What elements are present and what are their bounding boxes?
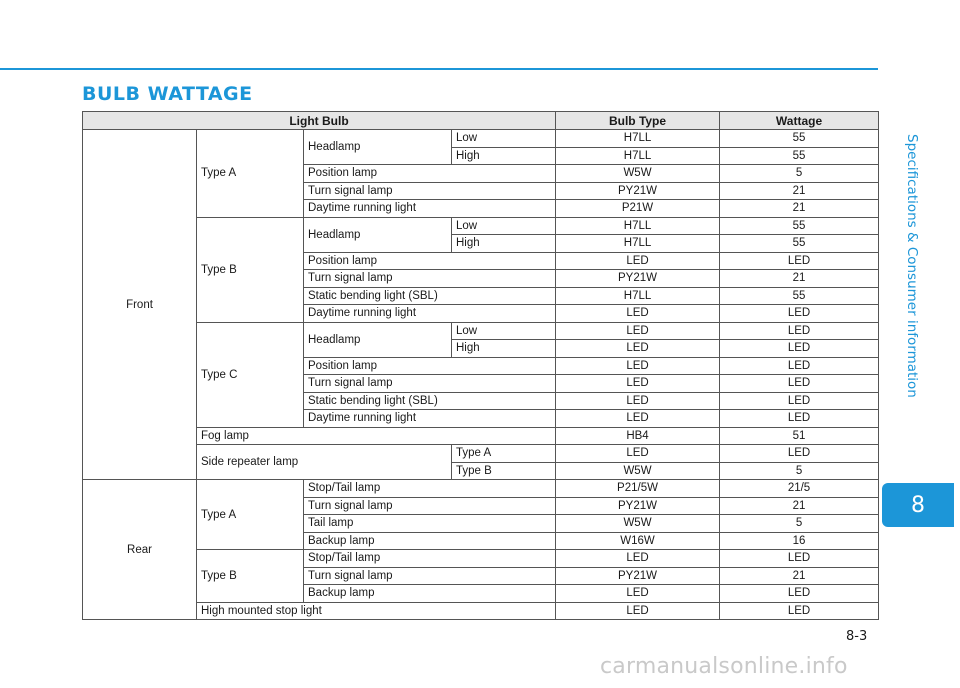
lamp-name: High mounted stop light <box>197 602 556 620</box>
bulb-type-cell: H7LL <box>556 235 720 253</box>
lamp-name: Fog lamp <box>197 427 556 445</box>
bulb-type-cell: LED <box>556 602 720 620</box>
bulb-wattage-table <box>82 111 879 620</box>
bulb-type-cell: LED <box>556 375 720 393</box>
wattage-cell: LED <box>720 585 879 603</box>
lamp-name: Static bending light (SBL) <box>304 287 556 305</box>
wattage-cell: LED <box>720 357 879 375</box>
table-row <box>83 550 879 568</box>
front-type-b: Type B <box>197 217 304 322</box>
bulb-type-cell: H7LL <box>556 217 720 235</box>
wattage-cell: 5 <box>720 462 879 480</box>
front-type-a: Type A <box>197 130 304 218</box>
wattage-cell: 55 <box>720 130 879 148</box>
bulb-type-cell: HB4 <box>556 427 720 445</box>
lamp-name: Daytime running light <box>304 200 556 218</box>
bulb-type-cell: PY21W <box>556 567 720 585</box>
wattage-cell: 5 <box>720 515 879 533</box>
wattage-cell: LED <box>720 305 879 323</box>
wattage-cell: LED <box>720 445 879 463</box>
lamp-name: Turn signal lamp <box>304 270 556 288</box>
lamp-name: Stop/Tail lamp <box>304 550 556 568</box>
bulb-type-cell: LED <box>556 357 720 375</box>
bulb-type-cell: LED <box>556 252 720 270</box>
bulb-type-cell: LED <box>556 322 720 340</box>
lamp-name: Turn signal lamp <box>304 567 556 585</box>
bulb-type-cell: PY21W <box>556 270 720 288</box>
high-label: High <box>452 147 556 165</box>
front-type-c: Type C <box>197 322 304 427</box>
wattage-cell: 55 <box>720 235 879 253</box>
rear-type-b: Type B <box>197 550 304 603</box>
wattage-cell: 21/5 <box>720 480 879 498</box>
lamp-name: Backup lamp <box>304 585 556 603</box>
bulb-type-cell: P21/5W <box>556 480 720 498</box>
lamp-name: Side repeater lamp <box>197 445 452 480</box>
lamp-name: Static bending light (SBL) <box>304 392 556 410</box>
high-label: High <box>452 340 556 358</box>
bulb-type-cell: LED <box>556 392 720 410</box>
variant-label: Type A <box>452 445 556 463</box>
wattage-cell: 55 <box>720 287 879 305</box>
wattage-cell: LED <box>720 322 879 340</box>
table-row <box>83 322 879 340</box>
chapter-tab: 8 <box>882 483 954 527</box>
wattage-cell: LED <box>720 392 879 410</box>
high-label: High <box>452 235 556 253</box>
wattage-cell: 21 <box>720 567 879 585</box>
lamp-name: Turn signal lamp <box>304 497 556 515</box>
wattage-cell: 55 <box>720 147 879 165</box>
variant-label: Type B <box>452 462 556 480</box>
table-row <box>83 427 879 445</box>
group-rear: Rear <box>83 480 197 620</box>
wattage-cell: LED <box>720 602 879 620</box>
lamp-name: Position lamp <box>304 252 556 270</box>
bulb-type-cell: H7LL <box>556 130 720 148</box>
bulb-type-cell: W5W <box>556 462 720 480</box>
wattage-cell: LED <box>720 375 879 393</box>
headlamp-label: Headlamp <box>304 217 452 252</box>
lamp-name: Tail lamp <box>304 515 556 533</box>
bulb-type-cell: H7LL <box>556 287 720 305</box>
table-header-row <box>83 112 879 130</box>
table-row <box>83 130 879 148</box>
wattage-cell: LED <box>720 410 879 428</box>
lamp-name: Turn signal lamp <box>304 182 556 200</box>
wattage-cell: 21 <box>720 270 879 288</box>
bulb-type-cell: LED <box>556 550 720 568</box>
wattage-cell: LED <box>720 252 879 270</box>
bulb-type-cell: LED <box>556 445 720 463</box>
chapter-side-label-text: Specifications & Consumer information <box>904 133 920 398</box>
wattage-cell: 21 <box>720 182 879 200</box>
bulb-type-cell: LED <box>556 340 720 358</box>
chapter-side-label <box>898 53 926 478</box>
wattage-cell: 16 <box>720 532 879 550</box>
bulb-type-cell: H7LL <box>556 147 720 165</box>
bulb-type-cell: LED <box>556 585 720 603</box>
headlamp-label: Headlamp <box>304 322 452 357</box>
header-wattage: Wattage <box>720 112 879 130</box>
section-title: BULB WATTAGE <box>82 83 253 105</box>
bulb-type-cell: PY21W <box>556 182 720 200</box>
wattage-cell: LED <box>720 340 879 358</box>
wattage-cell: 21 <box>720 200 879 218</box>
table-row <box>83 480 879 498</box>
group-front: Front <box>83 130 197 480</box>
headlamp-label: Headlamp <box>304 130 452 165</box>
bulb-type-cell: W16W <box>556 532 720 550</box>
wattage-cell: LED <box>720 550 879 568</box>
bulb-type-cell: W5W <box>556 515 720 533</box>
table-row <box>83 445 879 463</box>
watermark: carmanualsonline.info <box>600 654 848 679</box>
wattage-cell: 55 <box>720 217 879 235</box>
low-label: Low <box>452 322 556 340</box>
lamp-name: Backup lamp <box>304 532 556 550</box>
table-row <box>83 602 879 620</box>
top-divider <box>0 68 878 70</box>
bulb-type-cell: W5W <box>556 165 720 183</box>
lamp-name: Daytime running light <box>304 305 556 323</box>
header-bulb-type: Bulb Type <box>556 112 720 130</box>
rear-type-a: Type A <box>197 480 304 550</box>
bulb-type-cell: PY21W <box>556 497 720 515</box>
wattage-cell: 21 <box>720 497 879 515</box>
lamp-name: Position lamp <box>304 165 556 183</box>
bulb-type-cell: LED <box>556 305 720 323</box>
wattage-cell: 5 <box>720 165 879 183</box>
bulb-type-cell: P21W <box>556 200 720 218</box>
low-label: Low <box>452 130 556 148</box>
lamp-name: Turn signal lamp <box>304 375 556 393</box>
bulb-type-cell: LED <box>556 410 720 428</box>
header-light-bulb: Light Bulb <box>83 112 556 130</box>
lamp-name: Position lamp <box>304 357 556 375</box>
low-label: Low <box>452 217 556 235</box>
lamp-name: Stop/Tail lamp <box>304 480 556 498</box>
wattage-cell: 51 <box>720 427 879 445</box>
page-number: 8-3 <box>846 629 868 644</box>
table-row <box>83 217 879 235</box>
lamp-name: Daytime running light <box>304 410 556 428</box>
